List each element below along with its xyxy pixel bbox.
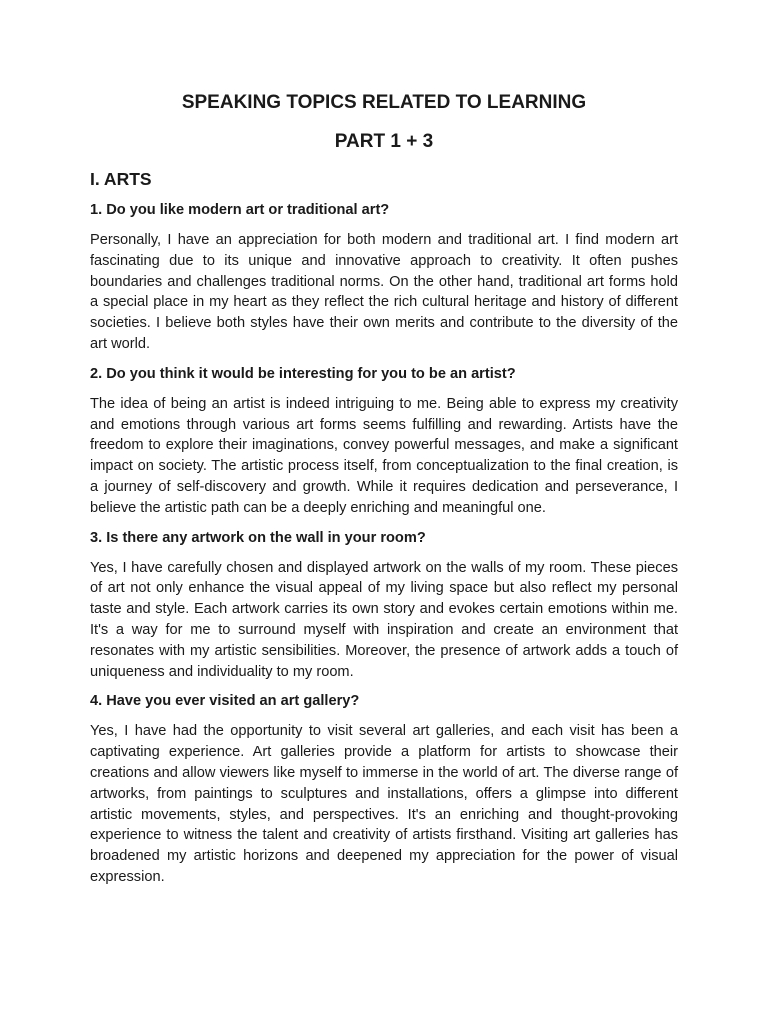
qa-item [90, 200, 678, 355]
document-title: SPEAKING TOPICS RELATED TO LEARNING [181, 92, 587, 113]
answer-3: Yes, I have carefully chosen and displayed artwork on the walls of my room. These pieces of art not only enhance the visual appeal of my living space but also reflect my personal taste and style. Each artwork carries its own story and evokes certain emotions within me. It's a way for me to surround myself with inspiration and create an environment that resonates with my artistic sensibilities. Moreover, the presence of artwork adds a touch of uniqueness and individuality to my room. [90, 559, 678, 680]
question-2: 2. Do you think it would be interesting for you to be an artist? [90, 365, 516, 382]
question-1: 1. Do you like modern art or traditional art? [90, 202, 390, 218]
question-4: 4. Have you ever visited an art gallery? [90, 693, 360, 710]
qa-item [90, 528, 678, 683]
answer-4: Yes, I have had the opportunity to visit several art galleries, and each visit has been a captivating experience. Art galleries provide a platform for artists to showcase their creations and allow viewers like myself to immerse in the world of art. The diverse range of artworks, from paintings to sculptures and installations, offers a glimpse into different artistic movements, styles, and perspectives. It's an enriching and thought-provoking experience to witness the talent and creativity of artists firsthand. Visiting art galleries has broadened my artistic horizons and deepened my appreciation for the power of visual expression. [90, 723, 678, 885]
document-subtitle: PART 1 + 3 [334, 131, 434, 152]
answer-2: The idea of being an artist is indeed intriguing to me. Being able to express my creativity and emotions through various art forms seems fulfilling and rewarding. Artists have the freedom to explore their imaginations, convey powerful messages, and make a significant impact on society. The artistic process itself, from conceptualization to the final creation, is a journey of self-discovery and growth. While it requires dedication and perseverance, I believe the artistic path can be a deeply enriching and meaningful one. [90, 395, 678, 516]
question-3: 3. Is there any artwork on the wall in your room? [90, 529, 426, 546]
document-page [90, 90, 678, 888]
qa-item [90, 364, 678, 519]
qa-item [90, 691, 678, 887]
answer-1: Personally, I have an appreciation for both modern and traditional art. I find modern art fascinating due to its unique and innovative approach to creativity. It often pushes boundaries and challenges traditional norms. On the other hand, traditional art forms hold a special place in my heart as they reflect the rich cultural heritage and history of different societies. I believe both styles have their own merits and contribute to the diversity of the art world. [90, 232, 678, 352]
section-heading: I. ARTS [90, 169, 152, 189]
